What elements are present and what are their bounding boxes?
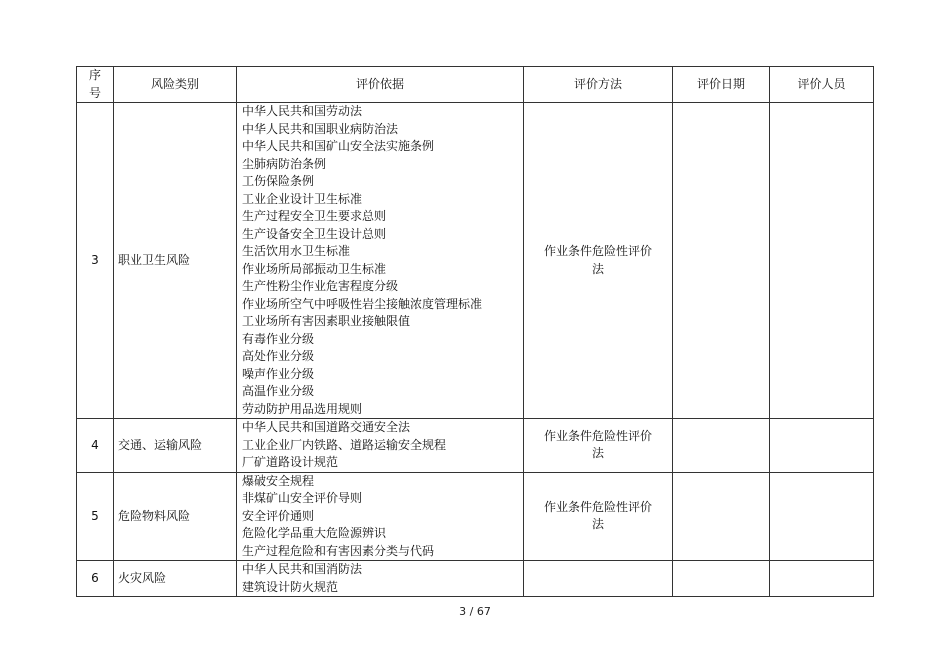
basis-item: 中华人民共和国消防法	[242, 562, 363, 576]
basis-item: 安全评价通则	[242, 508, 315, 523]
basis-item: 爆破安全规程	[242, 473, 315, 488]
basis-item: 生产设备安全卫生设计总则	[242, 226, 387, 241]
evaluation-method: 作业条件危险性评价 法	[524, 103, 673, 419]
evaluation-basis	[237, 419, 524, 473]
basis-item: 生产过程安全卫生要求总则	[242, 209, 387, 223]
header-no: 序 号	[77, 67, 114, 103]
table-row	[77, 561, 874, 597]
evaluator	[770, 561, 874, 597]
header-method: 评价方法	[524, 67, 673, 103]
basis-item: 中华人民共和国矿山安全法实施条例	[242, 139, 435, 153]
page-number: 3 / 67	[459, 605, 491, 618]
basis-item: 建筑设计防火规范	[242, 579, 339, 594]
row-number: 4	[77, 419, 114, 473]
evaluation-basis	[237, 472, 524, 561]
evaluation-date	[673, 103, 770, 419]
basis-item: 高温作业分级	[242, 384, 315, 398]
basis-item: 非煤矿山安全评价导则	[242, 491, 363, 505]
evaluation-method: 作业条件危险性评价 法	[524, 419, 673, 473]
evaluation-date	[673, 472, 770, 561]
table-row	[77, 472, 874, 561]
basis-item: 高处作业分级	[242, 349, 315, 363]
basis-item: 作业场所局部振动卫生标准	[242, 261, 387, 276]
basis-item: 噪声作业分级	[242, 366, 315, 381]
basis-item: 劳动防护用品选用规则	[242, 401, 363, 416]
basis-item: 厂矿道路设计规范	[242, 455, 339, 469]
evaluator	[770, 419, 874, 473]
header-person: 评价人员	[770, 67, 874, 103]
header-date: 评价日期	[673, 67, 770, 103]
row-number: 5	[77, 472, 114, 561]
evaluator	[770, 103, 874, 419]
basis-item: 尘肺病防治条例	[242, 156, 327, 171]
table-row	[77, 419, 874, 473]
basis-item: 中华人民共和国职业病防治法	[242, 121, 399, 136]
basis-item: 工业企业厂内铁路、道路运输安全规程	[242, 437, 447, 452]
basis-item: 危险化学品重大危险源辨识	[242, 526, 387, 540]
basis-item: 生产性粉尘作业危害程度分级	[242, 279, 399, 293]
row-number: 6	[77, 561, 114, 597]
table-header-row	[77, 67, 874, 103]
table-row	[77, 103, 874, 419]
row-number: 3	[77, 103, 114, 419]
evaluation-date	[673, 561, 770, 597]
risk-category: 危险物料风险	[114, 472, 237, 561]
risk-category: 交通、运输风险	[114, 419, 237, 473]
evaluation-basis	[237, 561, 524, 597]
evaluator	[770, 472, 874, 561]
basis-item: 作业场所空气中呼吸性岩尘接触浓度管理标准	[242, 296, 483, 311]
basis-item: 中华人民共和国道路交通安全法	[242, 420, 411, 434]
basis-item: 工业企业设计卫生标准	[242, 191, 363, 206]
basis-item: 中华人民共和国劳动法	[242, 104, 363, 118]
basis-item: 工伤保险条例	[242, 174, 315, 188]
risk-category: 职业卫生风险	[114, 103, 237, 419]
basis-item: 工业场所有害因素职业接触限值	[242, 314, 411, 328]
header-category: 风险类别	[114, 67, 237, 103]
evaluation-date	[673, 419, 770, 473]
basis-item: 生产过程危险和有害因素分类与代码	[242, 543, 435, 558]
evaluation-method: 作业条件危险性评价 法	[524, 472, 673, 561]
risk-category: 火灾风险	[114, 561, 237, 597]
basis-item: 有毒作业分级	[242, 331, 315, 346]
evaluation-method	[524, 561, 673, 597]
risk-evaluation-table	[76, 66, 874, 597]
basis-item: 生活饮用水卫生标准	[242, 244, 351, 258]
evaluation-basis	[237, 103, 524, 419]
header-basis: 评价依据	[237, 67, 524, 103]
